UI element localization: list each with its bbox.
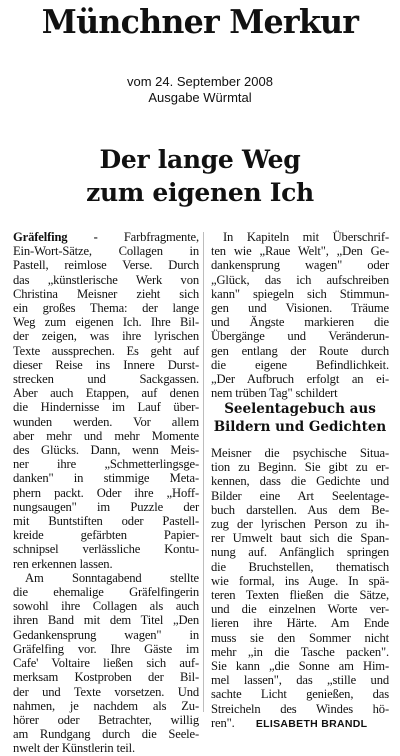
- text-line: und Ängste markieren die: [211, 315, 389, 330]
- text-line: mel lassen", das „stille und: [211, 673, 389, 688]
- text-line: ner ihre „Schmetterlingsge-: [13, 457, 199, 472]
- text-line: Am Sonntagabend stellte: [25, 570, 199, 585]
- text-line: kann" spiegeln sich Stimmun-: [211, 286, 389, 301]
- article-column-right-top: [211, 230, 389, 400]
- text-line: die Bruchstellen, thematisch: [211, 559, 389, 574]
- text-line: Bilder eine Art Seelentage-: [211, 488, 389, 503]
- text-line: die eigene Befindlichkeit.: [211, 357, 389, 372]
- text-line: der zeigen, was ihre lyrischen: [13, 329, 199, 344]
- text-line: teren Texten fließen die Sätze,: [211, 588, 389, 603]
- text-line: lieren ihre Härte. Am Ende: [211, 616, 389, 631]
- publication-info: [0, 74, 400, 106]
- text-line: buch darstellen. Aus dem Be-: [211, 502, 389, 517]
- column-divider: [203, 232, 204, 712]
- text-line: ein großes Thema: der lange: [13, 301, 199, 316]
- text-line: „Der Aufbruch erfolgt an ei-: [211, 372, 389, 387]
- text-line: muss sie den Sommer nicht: [211, 630, 389, 645]
- edition-name: Ausgabe Würmtal: [148, 90, 252, 105]
- subheading-line-2: Bildern und Gedichten: [213, 419, 387, 435]
- text-line: sachte Licht genießen, das: [211, 687, 389, 702]
- text-line: ren erkennen lassen.: [13, 556, 113, 571]
- article-author: ELISABETH BRANDL: [252, 717, 368, 730]
- text-line: strecken und Sackgassen.: [13, 372, 199, 387]
- text-line: des Glücks. Dann, wenn Meis-: [13, 443, 199, 458]
- text-line: danken" in stimmige Meta-: [13, 471, 199, 486]
- text-line: Aber auch Etappen, auf denen: [13, 386, 199, 401]
- text-line: nahmen, je nachdem als Zu-: [13, 698, 199, 713]
- text-line: „Glück, das ich aufschreiben: [211, 272, 389, 287]
- text-line: dankensprung wagen" oder: [211, 258, 389, 273]
- text-line: Streicheln des Windes hö-: [211, 701, 389, 716]
- text-line: schnipsel verlässliche Kontu-: [13, 542, 199, 557]
- article-column-left: [13, 230, 199, 756]
- text-line: tion zu Beginn. Sie gibt zu er-: [211, 460, 389, 475]
- headline-line-2: zum eigenen Ich: [86, 178, 314, 207]
- headline-line-1: Der lange Weg: [99, 145, 301, 174]
- text-line: Meisner die psychische Situa-: [211, 446, 389, 460]
- text-line: rer Umwelt baut sich die Span-: [211, 531, 389, 546]
- text-line: Christina Meisner zieht sich: [13, 286, 199, 301]
- text-line: wunden werden. Vor allem: [13, 414, 199, 429]
- text-line: nem trüben Tag" schildert: [211, 386, 338, 401]
- text-line: nungsaugen" im Puzzle der: [13, 499, 199, 514]
- text-line: und die einzelnen Worte ver-: [211, 602, 389, 617]
- text-line: Gräfelfing vor. Ihre Gäste im: [13, 641, 199, 656]
- text-line: kreide gefärbten Papier-: [13, 528, 199, 543]
- text-line-content: ren".: [211, 715, 235, 730]
- text-line: phern packt. Oder ihre „Hoff-: [13, 485, 199, 500]
- publication-date: vom 24. September 2008: [127, 74, 273, 89]
- article-dateline-place: Gräfelfing: [13, 230, 68, 244]
- text-line: kennen, dass die Gedichte und: [211, 474, 389, 489]
- text-line: Pastell, reimlose Verse. Durch: [13, 258, 199, 273]
- text-line: das „künstlerische Werk von: [13, 272, 199, 287]
- article-column-right-bottom: [211, 446, 389, 731]
- text-line: Sie kann „die Sonne am Him-: [211, 659, 389, 674]
- text-line: nwelt der Künstlerin teil.: [13, 741, 136, 756]
- text-line: merksam Kostproben der Bil-: [13, 670, 199, 685]
- text-line: ten wie „Raue Welt", „Den Ge-: [211, 244, 389, 259]
- text-line: Ein-Wort-Sätze, Collagen in: [13, 244, 199, 259]
- text-line: am Rundgang durch die Seele-: [13, 727, 199, 742]
- text-line: nung auf. Anfänglich springen: [211, 545, 389, 560]
- text-line: [13, 230, 199, 244]
- dateline-separator: -: [67, 230, 124, 244]
- text-line: der und Texte vorsetzen. Und: [13, 684, 199, 699]
- text-line: ihren Band mit dem Titel „Den: [13, 613, 199, 628]
- text-line-content: Farbfragmente,: [123, 230, 199, 244]
- text-line: hörer oder Betrachter, willig: [13, 712, 199, 727]
- text-line: In Kapiteln mit Überschrif-: [223, 230, 389, 244]
- text-line: gen und Visionen. Träume: [211, 301, 389, 316]
- newspaper-masthead: Münchner Merkur: [41, 2, 359, 41]
- article-subheading: [211, 400, 389, 436]
- text-line: gen entlang der Route durch: [211, 343, 389, 358]
- text-line: [211, 716, 389, 731]
- article-headline: [0, 143, 400, 209]
- subheading-line-1: Seelentagebuch aus: [224, 401, 376, 417]
- text-line: zug der lyrischen Person zu ih-: [211, 517, 389, 532]
- text-line: Weg zum eigenen Ich. Ihre Bil-: [13, 315, 199, 330]
- text-line: Gedankensprung wagen" in: [13, 627, 199, 642]
- text-line: wie formal, ins Auge. In spä-: [211, 573, 389, 588]
- text-line: mehr „in die Tasche packen".: [211, 644, 389, 659]
- text-line: Cafe' Voltaire ließen sich auf-: [13, 656, 199, 671]
- text-line: Texte aussprechen. Es geht auf: [13, 343, 199, 358]
- text-line: mit Buntstiften oder Pastell-: [13, 514, 199, 529]
- text-line: Übergänge und Veränderun-: [211, 329, 389, 344]
- text-line: sowohl ihre Collagen als auch: [13, 599, 199, 614]
- text-line: die ehemalige Gräfelfingerin: [13, 585, 199, 600]
- text-line: die Hindernisse im Lauf über-: [13, 400, 199, 415]
- text-line: dieser Reise ins Innere Durst-: [13, 357, 199, 372]
- text-line: aber mehr und mehr Momente: [13, 428, 199, 443]
